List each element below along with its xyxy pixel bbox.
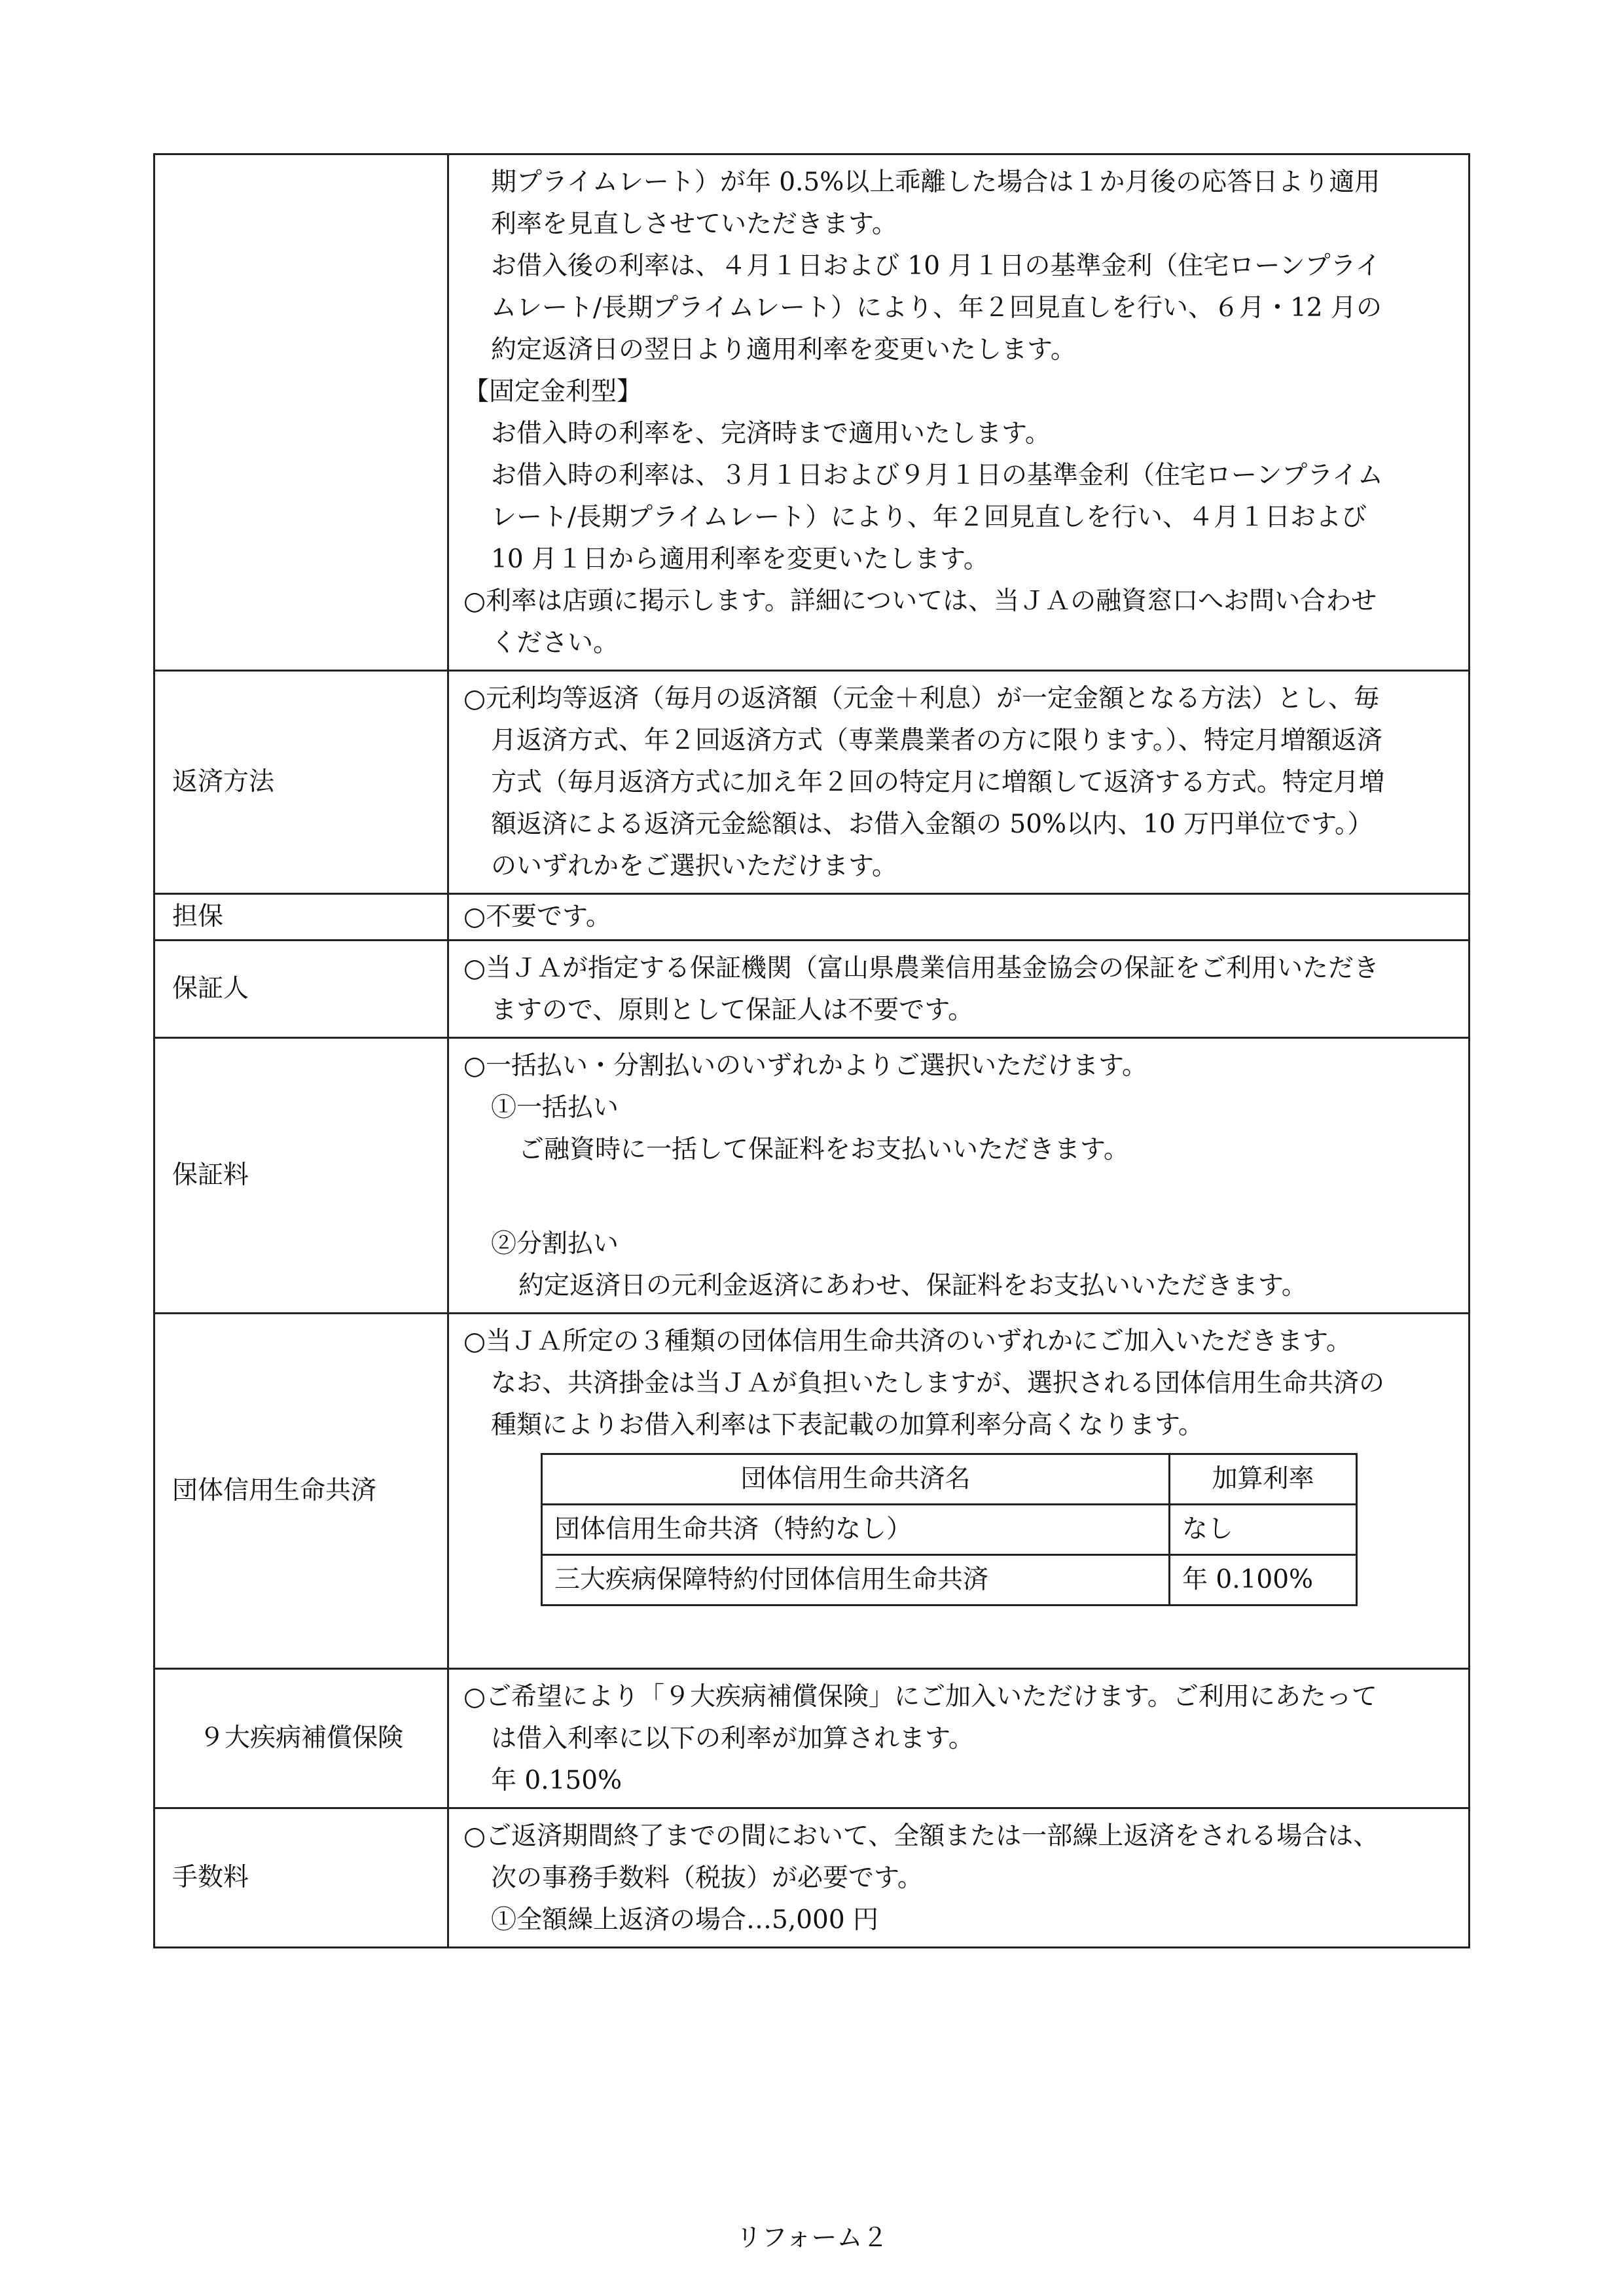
text-line: ○当ＪＡが指定する保証機関（富山県農業信用基金協会の保証をご利用いただき bbox=[463, 954, 1380, 983]
text-line: ○一括払い・分割払いのいずれかよりご選択いただけます。 bbox=[463, 1051, 1147, 1081]
text-line: 約定返済日の元利金返済にあわせ、保証料をお支払いいただきます。 bbox=[518, 1271, 1307, 1300]
text-line: ①全額繰上返済の場合…5,000 円 bbox=[491, 1905, 879, 1935]
column-header: 団体信用生命共済名 bbox=[542, 1454, 1170, 1505]
text-line: 月返済方式、年２回返済方式（専業農業者の方に限ります。）、特定月増額返済 bbox=[491, 726, 1382, 755]
row-label: 返済方法 bbox=[154, 671, 448, 894]
blank-line bbox=[463, 1171, 1454, 1223]
text-line: 10 月１日から適用利率を変更いたします。 bbox=[491, 545, 989, 574]
row-label: 保証料 bbox=[154, 1038, 448, 1314]
text-line: 種類によりお借入利率は下表記載の加算利率分高くなります。 bbox=[491, 1410, 1204, 1440]
text-line: ご融資時に一括して保証料をお支払いいただきます。 bbox=[518, 1135, 1129, 1164]
rate-value: 年 0.150% bbox=[491, 1766, 623, 1795]
row-interest-rate bbox=[154, 154, 1470, 671]
row-label: ９大疾病補償保険 bbox=[154, 1669, 448, 1808]
text-line: ○当ＪＡ所定の３種類の団体信用生命共済のいずれかにご加入いただきます。 bbox=[463, 1327, 1352, 1356]
text-line: ください。 bbox=[491, 628, 619, 658]
text-line: ますので、原則として保証人は不要です。 bbox=[491, 996, 974, 1025]
row-label: 手数料 bbox=[154, 1808, 448, 1948]
row-nine-disease-insurance bbox=[154, 1669, 1470, 1808]
table-row bbox=[542, 1555, 1357, 1605]
row-content bbox=[448, 894, 1470, 941]
text-line: は借入利率に以下の利率が加算されます。 bbox=[491, 1724, 974, 1753]
text-line: 額返済による返済元金総額は、お借入金額の 50%以内、10 万円単位です。） bbox=[491, 810, 1373, 839]
text-line: 利率を見直しさせていただきます。 bbox=[491, 209, 897, 239]
row-content bbox=[448, 1808, 1470, 1948]
table-cell: 三大疾病保障特約付団体信用生命共済 bbox=[542, 1555, 1170, 1605]
text-line: 期プライムレート）が年 0.5%以上乖離した場合は１か月後の応答日より適用 bbox=[491, 168, 1380, 197]
table-cell: 年 0.100% bbox=[1170, 1555, 1357, 1605]
table-header-row bbox=[542, 1454, 1357, 1505]
text-line: なお、共済掛金は当ＪＡが負担いたしますが、選択される団体信用生命共済の bbox=[491, 1369, 1385, 1398]
row-group-credit-life bbox=[154, 1314, 1470, 1669]
section-heading: 【固定金利型】 bbox=[463, 377, 643, 406]
row-content bbox=[448, 671, 1470, 894]
row-guarantor bbox=[154, 941, 1470, 1038]
text-line: レート/長期プライムレート）により、年２回見直しを行い、４月１日および bbox=[491, 503, 1367, 532]
text-line: お借入後の利率は、４月１日および 10 月１日の基準金利（住宅ローンプライ bbox=[491, 251, 1381, 281]
table-row bbox=[542, 1505, 1357, 1555]
text-line: 次の事務手数料（税抜）が必要です。 bbox=[491, 1863, 923, 1893]
text-line: のいずれかをご選択いただけます。 bbox=[491, 852, 897, 881]
table-cell: 団体信用生命共済（特約なし） bbox=[542, 1505, 1170, 1555]
row-fees bbox=[154, 1808, 1470, 1948]
row-content bbox=[448, 154, 1470, 671]
row-collateral bbox=[154, 894, 1470, 941]
row-guarantee-fee bbox=[154, 1038, 1470, 1314]
page-footer: リフォーム２ bbox=[736, 2223, 888, 2253]
text-line: お借入時の利率は、３月１日および９月１日の基準金利（住宅ローンプライム bbox=[491, 461, 1384, 490]
additional-rate-table bbox=[541, 1453, 1358, 1606]
text-line: 方式（毎月返済方式に加え年２回の特定月に増額して返済する方式。特定月増 bbox=[491, 768, 1385, 797]
blank-line bbox=[463, 1610, 1454, 1662]
text-line: 約定返済日の翌日より適用利率を変更いたします。 bbox=[491, 335, 1076, 365]
row-label: 担保 bbox=[154, 894, 448, 941]
row-content bbox=[448, 1669, 1470, 1808]
row-label: 保証人 bbox=[154, 941, 448, 1038]
text-line: お借入時の利率を、完済時まで適用いたします。 bbox=[491, 419, 1051, 448]
text-line: ○利率は店頭に掲示します。詳細については、当ＪＡの融資窓口へお問い合わせ bbox=[463, 586, 1377, 616]
text-line: ○ご返済期間終了までの間において、全額または一部繰上返済をされる場合は、 bbox=[463, 1821, 1379, 1851]
row-repayment-method bbox=[154, 671, 1470, 894]
row-label: 団体信用生命共済 bbox=[154, 1314, 448, 1669]
row-label bbox=[154, 154, 448, 671]
text-line: ○不要です。 bbox=[463, 902, 611, 931]
text-line: ○ご希望により「９大疾病補償保険」にご加入いただけます。ご利用にあたって bbox=[463, 1682, 1377, 1712]
text-line: ムレート/長期プライムレート）により、年２回見直しを行い、６月・12 月の bbox=[491, 293, 1382, 323]
option-heading: ②分割払い bbox=[491, 1229, 619, 1259]
table-cell: なし bbox=[1170, 1505, 1357, 1555]
column-header: 加算利率 bbox=[1170, 1454, 1357, 1505]
row-content bbox=[448, 941, 1470, 1038]
text-line: ○元利均等返済（毎月の返済額（元金＋利息）が一定金額となる方法）とし、毎 bbox=[463, 684, 1380, 713]
option-heading: ①一括払い bbox=[491, 1093, 619, 1122]
loan-terms-table bbox=[153, 153, 1470, 1948]
row-content bbox=[448, 1038, 1470, 1314]
row-content bbox=[448, 1314, 1470, 1669]
